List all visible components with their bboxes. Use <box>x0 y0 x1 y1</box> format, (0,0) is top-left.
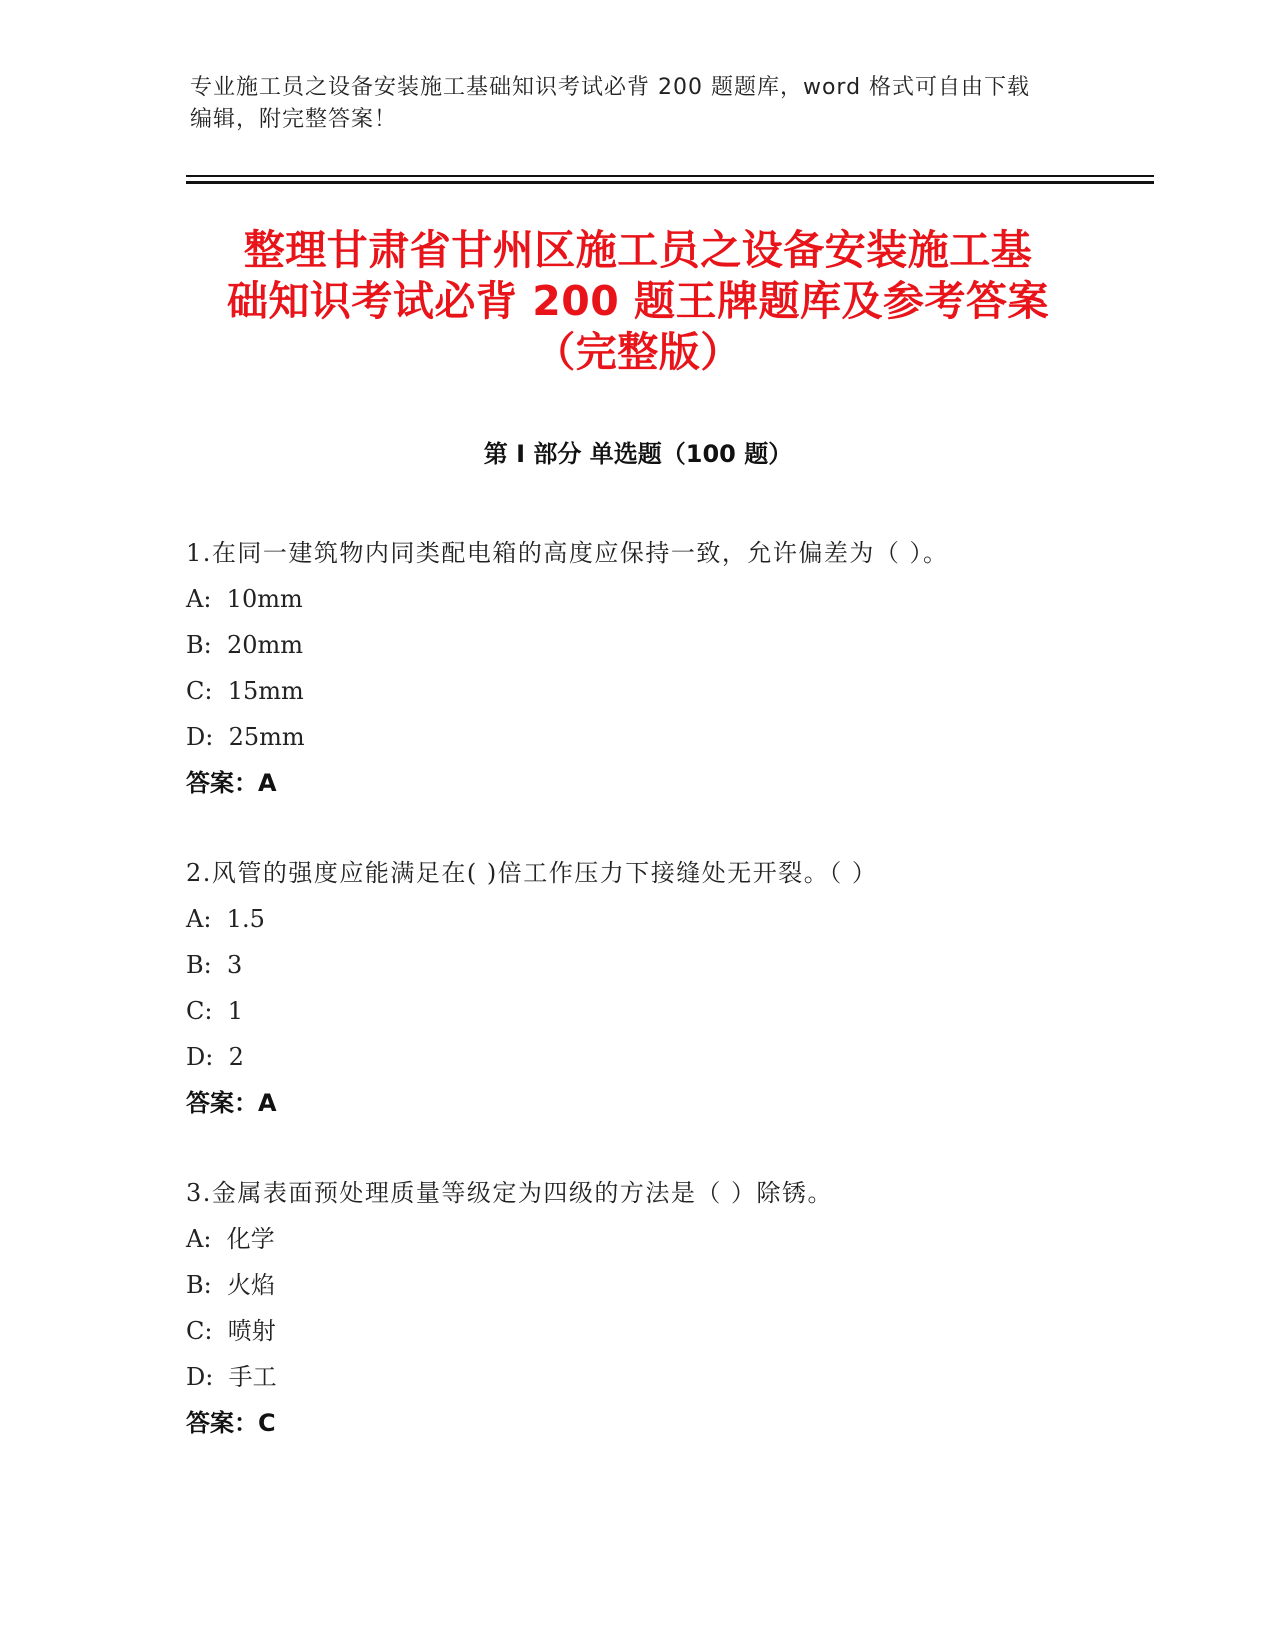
question-stem: 3.金属表面预处理质量等级定为四级的方法是（ ）除锈。 <box>186 1179 834 1207</box>
question-3 <box>186 1170 1086 1446</box>
title-line3: （完整版） <box>534 328 742 376</box>
option-d: D: 手工 <box>186 1363 277 1391</box>
option-b: B: 火焰 <box>186 1271 275 1299</box>
option-b: B: 20mm <box>186 631 304 659</box>
header-divider-thick <box>186 181 1154 184</box>
question-stem: 2.风管的强度应能满足在( )倍工作压力下接缝处无开裂。（ ） <box>186 859 878 887</box>
header-note-line2: 编辑，附完整答案！ <box>190 107 398 132</box>
header-note-line1: 专业施工员之设备安装施工基础知识考试必背 200 题题库，word 格式可自由下载 <box>190 75 1031 100</box>
answer: 答案：C <box>186 1409 276 1437</box>
header-divider-thin <box>186 175 1154 177</box>
header-note <box>190 72 1090 136</box>
option-c: C: 15mm <box>186 677 304 705</box>
option-a: A: 1.5 <box>186 905 265 933</box>
answer: 答案：A <box>186 1089 277 1117</box>
option-d: D: 2 <box>186 1043 244 1071</box>
option-b: B: 3 <box>186 951 243 979</box>
option-a: A: 化学 <box>186 1225 275 1253</box>
option-c: C: 1 <box>186 997 243 1025</box>
option-d: D: 25mm <box>186 723 305 751</box>
option-a: A: 10mm <box>186 585 303 613</box>
answer: 答案：A <box>186 769 277 797</box>
section-title: 第 I 部分 单选题（100 题） <box>483 440 793 468</box>
question-1 <box>186 530 1086 806</box>
title-line1: 整理甘肃省甘州区施工员之设备安装施工基 <box>243 226 1033 274</box>
title-line2: 础知识考试必背 200 题王牌题库及参考答案 <box>226 277 1050 325</box>
document-title <box>186 225 1090 378</box>
question-2 <box>186 850 1086 1126</box>
question-stem: 1.在同一建筑物内同类配电箱的高度应保持一致，允许偏差为（ ）。 <box>186 539 949 567</box>
option-c: C: 喷射 <box>186 1317 276 1345</box>
